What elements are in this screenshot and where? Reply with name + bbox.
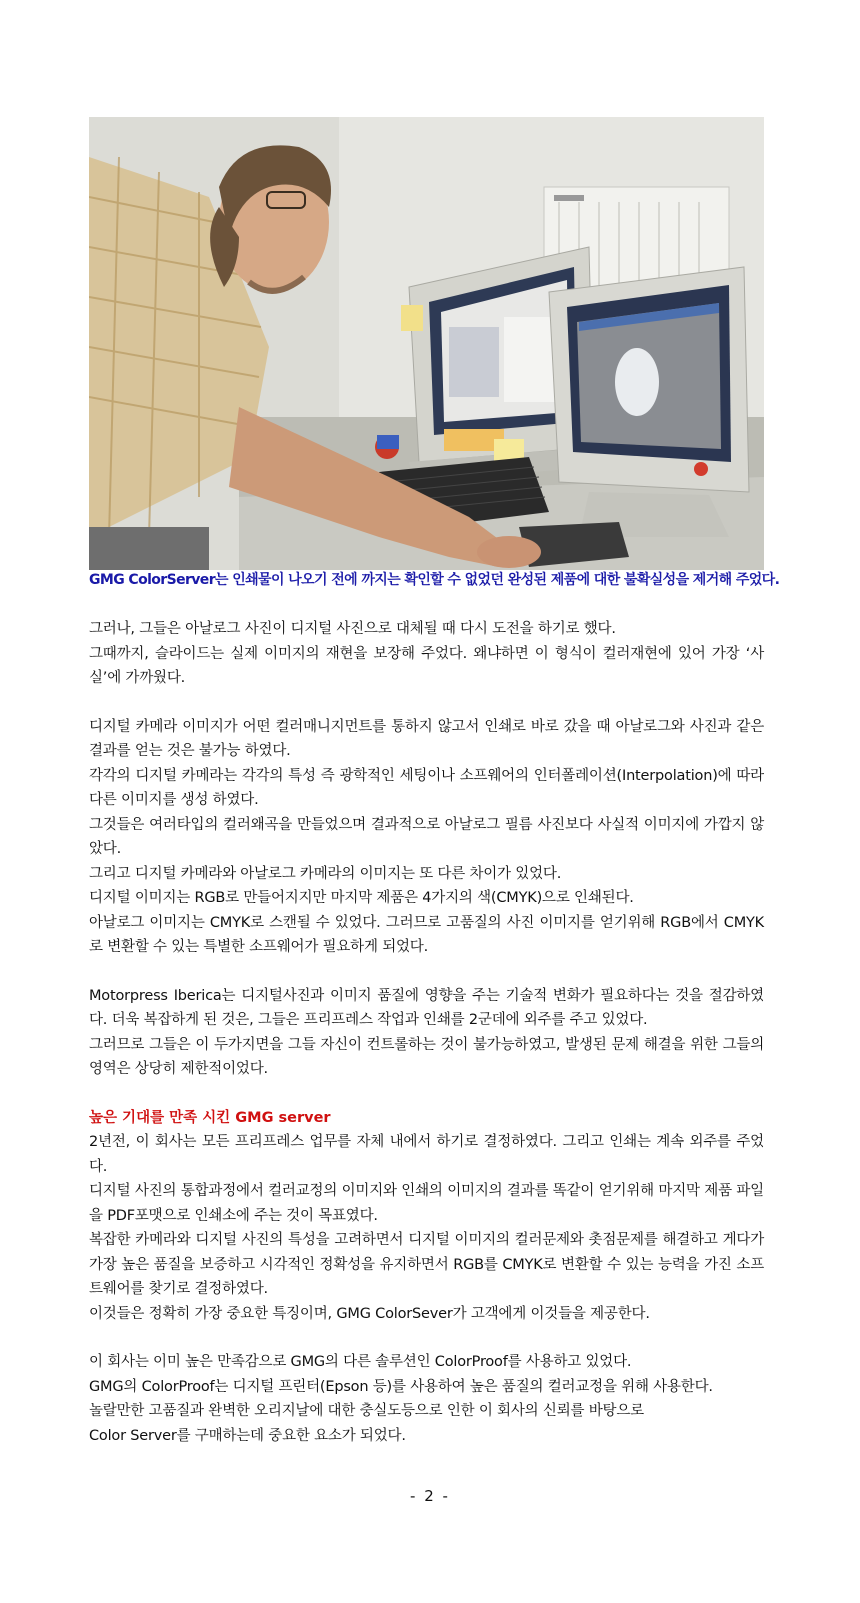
paragraph: GMG의 ColorProof는 디지털 프린터(Epson 등)를 사용하여 높은 품질의 컬러교정을 위해 사용한다.	[89, 1378, 713, 1395]
paragraph: 그러므로 그들은 이 두가지면을 그들 자신이 컨트롤하는 것이 불가능하였고, 발생된 문제 해결을 위한 그들의 영역은 상당히 제한적이었다.	[89, 1036, 764, 1077]
paragraph: 디지털 사진의 통합과정에서 컬러교정의 이미지와 인쇄의 이미지의 결과를 똑같이 얻기위해 마지막 제품 파일을 PDF포맷으로 인쇄소에 주는 것이 목표였다.	[89, 1183, 764, 1224]
photo-illustration	[89, 117, 764, 570]
photo-man-at-monitors	[89, 117, 764, 570]
paragraph: 아날로그 이미지는 CMYK로 스캔될 수 있었다. 그러므로 고품질의 사진 이미지를 얻기위해 RGB에서 CMYK로 변환할 수 있는 특별한 소프웨어가 필요하게 되었다.	[89, 914, 764, 955]
paragraph: 복잡한 카메라와 디지털 사진의 특성을 고려하면서 디지털 이미지의 컬러문제와 촛점문제를 해결하고 게다가 가장 높은 품질을 보증하고 시각적인 정확성을 유지하면서 RGB를 CMYK로 변환할 수 있는 능력을 가진 소프트웨어를 찾기로 결정하였다.	[89, 1232, 764, 1297]
paragraph: 놀랄만한 고품질과 완벽한 오리지날에 대한 충실도등으로 인한 이 회사의 신뢰를 바탕으로	[89, 1403, 644, 1419]
paragraph: 이것들은 정확히 가장 중요한 특징이며, GMG ColorSever가 고객에게 이것들을 제공한다.	[89, 1305, 650, 1322]
paragraph: 디지털 이미지는 RGB로 만들어지지만 마지막 제품은 4가지의 색(CMYK)으로 인쇄된다.	[89, 890, 634, 906]
paragraph: 그것들은 여러타입의 컬러왜곡을 만들었으며 결과적으로 아날로그 필름 사진보다 사실적 이미지에 가깝지 않았다.	[89, 816, 764, 857]
paragraph: Motorpress Iberica는 디지털사진과 이미지 품질에 영향을 주는 기술적 변화가 필요하다는 것을 절감하였다. 더욱 복잡하게 된 것은, 그들은 프리프레스 작업과 인쇄를 2군데에 외주를 주고 있었다.	[89, 987, 764, 1028]
paragraph: 그리고 디지털 카메라와 아날로그 카메라의 이미지는 또 다른 차이가 있었다.	[89, 865, 562, 882]
page-number: - 2 -	[410, 1487, 450, 1505]
paragraph: 그러나, 그들은 아날로그 사진이 디지털 사진으로 대체될 때 다시 도전을 하기로 했다.	[89, 621, 616, 637]
paragraph: 디지털 카메라 이미지가 어떤 컬러매니지먼트를 통하지 않고서 인쇄로 바로 갔을 때 아날로그와 사진과 같은 결과를 얻는 것은 불가능 하였다.	[89, 718, 764, 759]
paragraph: 이 회사는 이미 높은 만족감으로 GMG의 다른 솔루션인 ColorProof를 사용하고 있었다.	[89, 1354, 632, 1370]
photo-caption: GMG ColorServer는 인쇄물이 나오기 전에 까지는 확인할 수 없었던 완성된 제품에 대한 불확실성을 제거해 주었다.	[89, 572, 780, 588]
paragraph: 그때까지, 슬라이드는 실제 이미지의 재현을 보장해 주었다. 왜냐하면 이 형식이 컬러재현에 있어 가장 ‘사실’에 가까웠다.	[89, 645, 764, 686]
section-heading: 높은 기대를 만족 시킨 GMG server	[89, 1109, 331, 1126]
article-body	[89, 617, 764, 1448]
paragraph: Color Server를 구매하는데 중요한 요소가 되었다.	[89, 1427, 406, 1444]
paragraph: 각각의 디지털 카메라는 각각의 특성 즉 광학적인 세팅이나 소프웨어의 인터폴레이션(Interpolation)에 따라 다른 이미지를 생성 하였다.	[89, 767, 764, 808]
paragraph: 2년전, 이 회사는 모든 프리프레스 업무를 자체 내에서 하기로 결정하였다. 그리고 인쇄는 계속 외주를 주었다.	[89, 1134, 764, 1175]
